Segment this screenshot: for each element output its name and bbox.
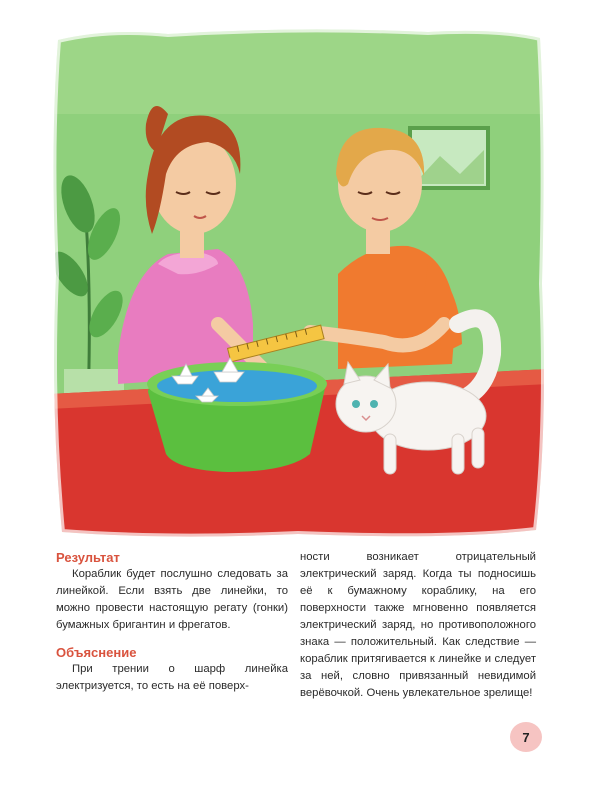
- explanation-text-left: При трении о шарф линейка электризуется, то есть на её поверх-: [56, 663, 288, 692]
- explanation-text-right: ности возникает отрицательный электрический заряд. Когда ты подносишь её к бумажному кораблику, на его поверхности также мгновенно появляется электрический заряд, но противоположного знака — положительный. Как следствие — кораблик притягивается к линейке и следует за ней, словно привязанный невидимой верёвочкой. Очень увлекательное зрелище!: [300, 551, 536, 699]
- illustration-children-paper-boats: [48, 24, 548, 542]
- text-column-left: [56, 549, 288, 695]
- result-heading: Результат: [56, 550, 120, 565]
- illustration-svg: [48, 24, 548, 542]
- result-text: Кораблик будет послушно следовать за линейкой. Если взять две линейки, то можно провести настоящую регату (гонки) бумажных бригантин и фрегатов.: [56, 568, 288, 631]
- text-column-right: [300, 549, 536, 702]
- page-number: 7: [522, 729, 530, 745]
- explanation-heading: Объяснение: [56, 645, 137, 660]
- green-basin: [147, 358, 327, 472]
- page-number-badge: [510, 722, 542, 752]
